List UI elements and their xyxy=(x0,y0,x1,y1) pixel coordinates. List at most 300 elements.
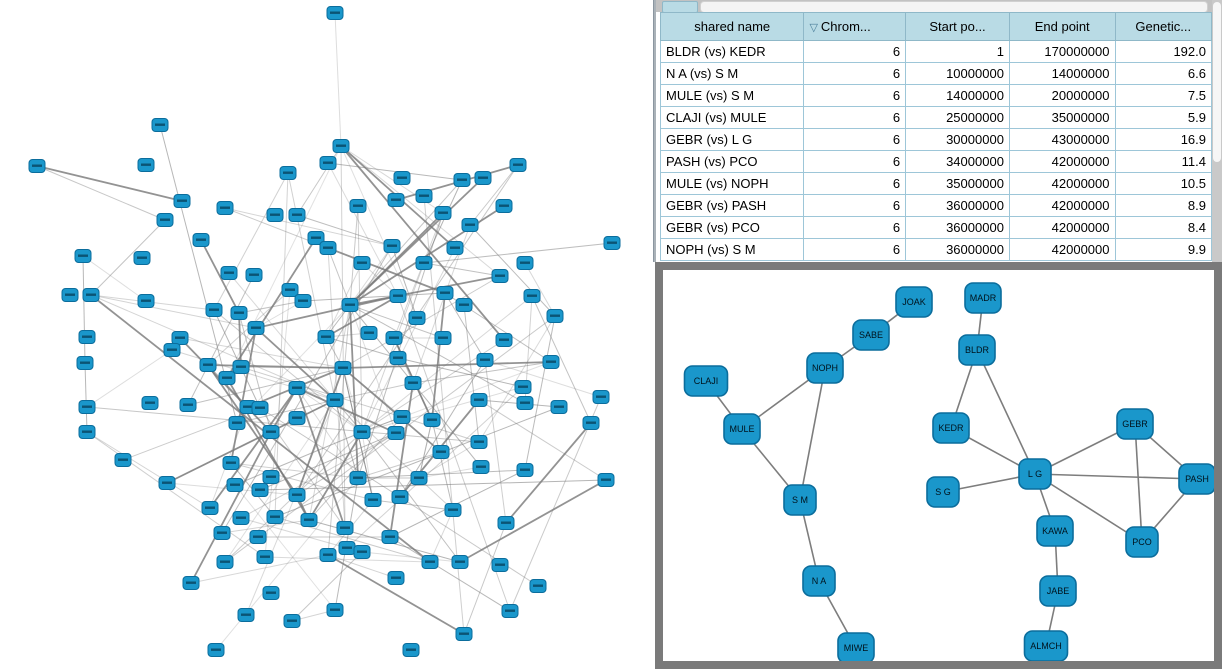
network-node-jabe[interactable] xyxy=(1040,576,1076,606)
network-node-l-g[interactable] xyxy=(1019,459,1051,489)
network-node[interactable] xyxy=(365,494,381,507)
network-node[interactable] xyxy=(435,332,451,345)
network-edge xyxy=(235,485,335,610)
network-node[interactable] xyxy=(452,556,468,569)
node-label xyxy=(465,224,475,226)
cell-value[interactable]: 8.4 xyxy=(1115,217,1212,239)
network-node[interactable] xyxy=(424,414,440,427)
sub-network-view[interactable] xyxy=(663,270,1214,661)
cell-value[interactable]: 34000000 xyxy=(906,151,1010,173)
network-node[interactable] xyxy=(517,464,533,477)
network-node[interactable] xyxy=(333,140,349,153)
node-label xyxy=(474,399,484,401)
network-node[interactable] xyxy=(79,426,95,439)
node-label xyxy=(220,207,230,209)
network-node-s-m[interactable] xyxy=(784,485,816,515)
network-node[interactable] xyxy=(252,402,268,415)
network-node[interactable] xyxy=(29,160,45,173)
network-node[interactable] xyxy=(284,615,300,628)
network-node[interactable] xyxy=(301,514,317,527)
cell-value[interactable]: 42000000 xyxy=(1009,195,1115,217)
network-node-n-a[interactable] xyxy=(803,566,835,596)
network-node[interactable] xyxy=(390,352,406,365)
network-node[interactable] xyxy=(174,195,190,208)
node-label xyxy=(554,406,564,408)
cell-value[interactable]: 25000000 xyxy=(906,107,1010,129)
node-label xyxy=(495,275,505,277)
cell-value[interactable]: 6 xyxy=(804,195,906,217)
cell-value[interactable]: 7.5 xyxy=(1115,85,1212,107)
network-node[interactable] xyxy=(498,517,514,530)
network-node[interactable] xyxy=(583,417,599,430)
network-node[interactable] xyxy=(445,504,461,517)
network-node[interactable] xyxy=(75,250,91,263)
node-label xyxy=(338,367,348,369)
cell-shared-name[interactable]: N A (vs) S M xyxy=(661,63,804,85)
cell-value[interactable]: 36000000 xyxy=(906,217,1010,239)
network-node[interactable] xyxy=(138,159,154,172)
cell-value[interactable]: 16.9 xyxy=(1115,129,1212,151)
network-node[interactable] xyxy=(388,572,404,585)
network-node[interactable] xyxy=(289,412,305,425)
network-node[interactable] xyxy=(492,270,508,283)
network-edge xyxy=(485,360,506,523)
cell-shared-name[interactable]: GEBR (vs) PASH xyxy=(661,195,804,217)
node-label xyxy=(533,585,543,587)
network-node[interactable] xyxy=(551,401,567,414)
network-node[interactable] xyxy=(475,172,491,185)
network-edge xyxy=(470,225,555,316)
network-node[interactable] xyxy=(416,190,432,203)
node-label: PASH xyxy=(1185,474,1209,484)
network-node[interactable] xyxy=(180,399,196,412)
network-node[interactable] xyxy=(409,312,425,325)
cell-value[interactable]: 36000000 xyxy=(906,195,1010,217)
cell-value[interactable]: 42000000 xyxy=(1009,151,1115,173)
node-label: JOAK xyxy=(902,297,926,307)
network-node[interactable] xyxy=(433,446,449,459)
node-label xyxy=(480,359,490,361)
network-edge xyxy=(350,206,358,305)
cell-value[interactable]: 170000000 xyxy=(1009,41,1115,63)
node-label: MADR xyxy=(969,293,997,303)
cell-value[interactable]: 42000000 xyxy=(1009,173,1115,195)
network-node[interactable] xyxy=(388,194,404,207)
network-node[interactable] xyxy=(473,461,489,474)
node-label xyxy=(255,489,265,491)
network-node[interactable] xyxy=(295,295,311,308)
cell-value[interactable]: 42000000 xyxy=(1009,217,1115,239)
node-label xyxy=(292,417,302,419)
cell-value[interactable]: 6 xyxy=(804,63,906,85)
network-edge xyxy=(373,500,453,510)
cell-value[interactable]: 9.9 xyxy=(1115,239,1212,261)
network-node[interactable] xyxy=(456,628,472,641)
column-header-shared-name[interactable] xyxy=(661,13,804,41)
network-node-sabe[interactable] xyxy=(853,320,889,350)
network-node[interactable] xyxy=(183,577,199,590)
table-row[interactable] xyxy=(661,173,1212,195)
cell-value[interactable]: 43000000 xyxy=(1009,129,1115,151)
node-label xyxy=(226,462,236,464)
node-label xyxy=(175,337,185,339)
network-node[interactable] xyxy=(267,209,283,222)
cell-value[interactable]: 5.9 xyxy=(1115,107,1212,129)
cell-value[interactable]: 14000000 xyxy=(1009,63,1115,85)
network-node[interactable] xyxy=(206,304,222,317)
node-label xyxy=(155,124,165,126)
network-node-kedr[interactable] xyxy=(933,413,969,443)
node-label xyxy=(298,300,308,302)
node-label: MIWE xyxy=(843,643,869,653)
cell-value[interactable]: 42000000 xyxy=(1009,239,1115,261)
node-label xyxy=(393,295,403,297)
node-label xyxy=(607,242,617,244)
cell-value[interactable]: 6 xyxy=(804,41,906,63)
network-node[interactable] xyxy=(502,605,518,618)
network-node[interactable] xyxy=(382,531,398,544)
cell-value[interactable]: 14000000 xyxy=(906,85,1010,107)
node-label xyxy=(336,145,346,147)
cell-value[interactable]: 6 xyxy=(804,129,906,151)
network-node[interactable] xyxy=(289,209,305,222)
network-node[interactable] xyxy=(320,549,336,562)
network-node[interactable] xyxy=(157,214,173,227)
network-node[interactable] xyxy=(524,290,540,303)
network-node[interactable] xyxy=(510,159,526,172)
network-node-bldr[interactable] xyxy=(959,335,995,365)
network-edge xyxy=(91,220,165,295)
node-label: KAWA xyxy=(1042,526,1068,536)
network-node[interactable] xyxy=(350,200,366,213)
network-node-kawa[interactable] xyxy=(1037,516,1073,546)
table-row[interactable] xyxy=(661,85,1212,107)
table-row[interactable] xyxy=(661,151,1212,173)
network-node[interactable] xyxy=(547,310,563,323)
network-node[interactable] xyxy=(335,362,351,375)
network-edge xyxy=(424,263,500,276)
column-header-chrom-[interactable] xyxy=(804,13,906,41)
network-node[interactable] xyxy=(394,172,410,185)
network-node[interactable] xyxy=(384,240,400,253)
network-node[interactable] xyxy=(392,491,408,504)
network-node[interactable] xyxy=(246,269,262,282)
cell-value[interactable]: 30000000 xyxy=(906,129,1010,151)
network-node[interactable] xyxy=(492,559,508,572)
network-node[interactable] xyxy=(233,512,249,525)
network-node[interactable] xyxy=(164,344,180,357)
column-header-end-point[interactable] xyxy=(1009,13,1115,41)
table-row[interactable] xyxy=(661,195,1212,217)
node-label xyxy=(450,247,460,249)
network-node[interactable] xyxy=(454,174,470,187)
network-node[interactable] xyxy=(403,644,419,657)
network-node[interactable] xyxy=(257,551,273,564)
network-node[interactable] xyxy=(471,436,487,449)
network-node[interactable] xyxy=(77,357,93,370)
table-horizontal-scrollbar[interactable] xyxy=(656,0,1212,12)
table-row[interactable] xyxy=(661,63,1212,85)
network-node[interactable] xyxy=(280,167,296,180)
network-node[interactable] xyxy=(342,299,358,312)
node-label xyxy=(586,422,596,424)
cell-value[interactable]: 6 xyxy=(804,173,906,195)
network-node[interactable] xyxy=(172,332,188,345)
network-node[interactable] xyxy=(250,531,266,544)
cell-value[interactable]: 35000000 xyxy=(906,173,1010,195)
network-node[interactable] xyxy=(543,356,559,369)
network-node[interactable] xyxy=(263,426,279,439)
network-node[interactable] xyxy=(252,484,268,497)
network-node[interactable] xyxy=(320,157,336,170)
network-node[interactable] xyxy=(208,644,224,657)
network-node[interactable] xyxy=(134,252,150,265)
network-node[interactable] xyxy=(388,427,404,440)
network-node-claji[interactable] xyxy=(685,366,728,396)
network-node[interactable] xyxy=(437,287,453,300)
node-label xyxy=(476,466,486,468)
cell-shared-name[interactable]: MULE (vs) S M xyxy=(661,85,804,107)
cell-value[interactable]: 6.6 xyxy=(1115,63,1212,85)
network-node[interactable] xyxy=(496,200,512,213)
network-node[interactable] xyxy=(248,322,264,335)
network-node[interactable] xyxy=(221,267,237,280)
network-node[interactable] xyxy=(390,290,406,303)
network-node[interactable] xyxy=(496,334,512,347)
cell-value[interactable]: 6 xyxy=(804,217,906,239)
network-edge xyxy=(1135,424,1142,542)
node-label xyxy=(455,561,465,563)
network-node[interactable] xyxy=(327,7,343,20)
network-node[interactable] xyxy=(354,257,370,270)
network-node[interactable] xyxy=(416,257,432,270)
network-node[interactable] xyxy=(350,472,366,485)
network-node[interactable] xyxy=(219,372,235,385)
cell-value[interactable]: 11.4 xyxy=(1115,151,1212,173)
network-node[interactable] xyxy=(386,332,402,345)
network-edge xyxy=(479,400,606,480)
cell-shared-name[interactable]: NOPH (vs) S M xyxy=(661,239,804,261)
network-node-madr[interactable] xyxy=(965,283,1001,313)
node-label xyxy=(518,386,528,388)
cell-shared-name[interactable]: MULE (vs) NOPH xyxy=(661,173,804,195)
node-label xyxy=(601,479,611,481)
node-label xyxy=(345,304,355,306)
cell-value[interactable]: 8.9 xyxy=(1115,195,1212,217)
node-label xyxy=(387,245,397,247)
network-node[interactable] xyxy=(327,604,343,617)
cell-value[interactable]: 6 xyxy=(804,107,906,129)
network-node[interactable] xyxy=(517,397,533,410)
network-node[interactable] xyxy=(223,457,239,470)
column-header-label: shared name xyxy=(694,19,771,34)
node-label xyxy=(118,459,128,461)
cell-shared-name[interactable]: GEBR (vs) PCO xyxy=(661,217,804,239)
network-node[interactable] xyxy=(394,411,410,424)
network-node[interactable] xyxy=(462,219,478,232)
network-node[interactable] xyxy=(263,587,279,600)
cell-shared-name[interactable]: GEBR (vs) L G xyxy=(661,129,804,151)
node-label xyxy=(292,494,302,496)
cell-value[interactable]: 10.5 xyxy=(1115,173,1212,195)
node-label xyxy=(82,336,92,338)
node-label: S G xyxy=(935,487,951,497)
node-label: L G xyxy=(1027,469,1043,479)
network-node[interactable] xyxy=(263,471,279,484)
node-label xyxy=(230,484,240,486)
network-node[interactable] xyxy=(337,522,353,535)
table-row[interactable] xyxy=(661,217,1212,239)
table-vertical-scrollbar[interactable] xyxy=(1212,0,1222,262)
node-label xyxy=(145,402,155,404)
table-row[interactable] xyxy=(661,107,1212,129)
cell-value[interactable]: 36000000 xyxy=(906,239,1010,261)
cell-value[interactable]: 6 xyxy=(804,239,906,261)
network-node[interactable] xyxy=(530,580,546,593)
network-node[interactable] xyxy=(282,284,298,297)
column-header-genetic-[interactable] xyxy=(1115,13,1212,41)
network-node[interactable] xyxy=(339,542,355,555)
network-node[interactable] xyxy=(217,202,233,215)
table-header xyxy=(661,13,1212,41)
network-node-mule[interactable] xyxy=(724,414,760,444)
node-label xyxy=(520,469,530,471)
sub-network-panel xyxy=(655,262,1222,669)
network-node[interactable] xyxy=(405,377,421,390)
network-node[interactable] xyxy=(79,331,95,344)
network-node[interactable] xyxy=(361,327,377,340)
network-node[interactable] xyxy=(447,242,463,255)
table-row[interactable] xyxy=(661,239,1212,261)
network-node[interactable] xyxy=(152,119,168,132)
cell-value[interactable]: 10000000 xyxy=(906,63,1010,85)
network-node[interactable] xyxy=(289,382,305,395)
network-node[interactable] xyxy=(267,511,283,524)
network-edge xyxy=(83,256,85,363)
network-node[interactable] xyxy=(604,237,620,250)
network-node[interactable] xyxy=(435,207,451,220)
network-node[interactable] xyxy=(138,295,154,308)
node-label xyxy=(364,332,374,334)
cell-value[interactable]: 6 xyxy=(804,85,906,107)
network-node[interactable] xyxy=(202,502,218,515)
vscroll-track[interactable] xyxy=(1213,2,1221,162)
network-node[interactable] xyxy=(83,289,99,302)
cell-value[interactable]: 192.0 xyxy=(1115,41,1212,63)
network-node[interactable] xyxy=(227,479,243,492)
network-node[interactable] xyxy=(354,426,370,439)
network-node[interactable] xyxy=(142,397,158,410)
network-node[interactable] xyxy=(238,609,254,622)
node-label xyxy=(459,633,469,635)
filter-icon[interactable]: ▽ xyxy=(809,22,818,34)
network-node[interactable] xyxy=(320,242,336,255)
node-label xyxy=(211,649,221,651)
node-label xyxy=(141,164,151,166)
network-node[interactable] xyxy=(193,234,209,247)
network-node[interactable] xyxy=(354,546,370,559)
network-node[interactable] xyxy=(471,394,487,407)
network-node[interactable] xyxy=(229,417,245,430)
network-edge xyxy=(362,432,373,500)
network-node[interactable] xyxy=(217,556,233,569)
network-node-pco[interactable] xyxy=(1126,527,1158,557)
node-label xyxy=(183,404,193,406)
node-label xyxy=(501,522,511,524)
node-label xyxy=(266,592,276,594)
node-label xyxy=(241,614,251,616)
node-label xyxy=(209,309,219,311)
network-node-s-g[interactable] xyxy=(927,477,959,507)
node-label xyxy=(440,292,450,294)
node-label xyxy=(162,482,172,484)
node-label: SABE xyxy=(858,330,884,340)
node-label xyxy=(270,214,280,216)
node-label xyxy=(177,200,187,202)
network-node[interactable] xyxy=(422,556,438,569)
node-label xyxy=(546,361,556,363)
network-node-miwe[interactable] xyxy=(838,633,874,661)
node-label xyxy=(255,407,265,409)
cell-value[interactable]: 1 xyxy=(906,41,1010,63)
cell-value[interactable]: 6 xyxy=(804,151,906,173)
node-label xyxy=(167,349,177,351)
node-label xyxy=(292,214,302,216)
network-node[interactable] xyxy=(517,257,533,270)
network-node[interactable] xyxy=(327,394,343,407)
network-node[interactable] xyxy=(200,359,216,372)
network-node[interactable] xyxy=(115,454,131,467)
network-node-joak[interactable] xyxy=(896,287,932,317)
node-label xyxy=(65,294,75,296)
cell-shared-name[interactable]: CLAJI (vs) MULE xyxy=(661,107,804,129)
node-label xyxy=(330,12,340,14)
node-label xyxy=(527,295,537,297)
network-node[interactable] xyxy=(593,391,609,404)
network-node-almch[interactable] xyxy=(1025,631,1068,661)
network-node-pash[interactable] xyxy=(1179,464,1214,494)
network-node[interactable] xyxy=(598,474,614,487)
node-label xyxy=(253,536,263,538)
network-node[interactable] xyxy=(79,401,95,414)
network-node[interactable] xyxy=(515,381,531,394)
network-node[interactable] xyxy=(233,361,249,374)
network-node-noph[interactable] xyxy=(807,353,843,383)
sub-network-canvas[interactable] xyxy=(663,270,1214,661)
network-node[interactable] xyxy=(231,307,247,320)
network-node-gebr[interactable] xyxy=(1117,409,1153,439)
network-node[interactable] xyxy=(456,299,472,312)
network-node[interactable] xyxy=(62,289,78,302)
node-label xyxy=(550,315,560,317)
table-row[interactable] xyxy=(661,129,1212,151)
cell-shared-name[interactable]: BLDR (vs) KEDR xyxy=(661,41,804,63)
network-node[interactable] xyxy=(159,477,175,490)
node-label xyxy=(32,165,42,167)
table-row[interactable] xyxy=(661,41,1212,63)
column-header-start-po-[interactable] xyxy=(906,13,1010,41)
cell-value[interactable]: 35000000 xyxy=(1009,107,1115,129)
network-node[interactable] xyxy=(214,527,230,540)
node-label xyxy=(408,382,418,384)
network-node[interactable] xyxy=(477,354,493,367)
cell-value[interactable]: 20000000 xyxy=(1009,85,1115,107)
network-node[interactable] xyxy=(411,472,427,485)
column-header-label: Chrom... xyxy=(820,19,871,34)
network-node[interactable] xyxy=(318,331,334,344)
network-node[interactable] xyxy=(289,489,305,502)
cell-shared-name[interactable]: PASH (vs) PCO xyxy=(661,151,804,173)
